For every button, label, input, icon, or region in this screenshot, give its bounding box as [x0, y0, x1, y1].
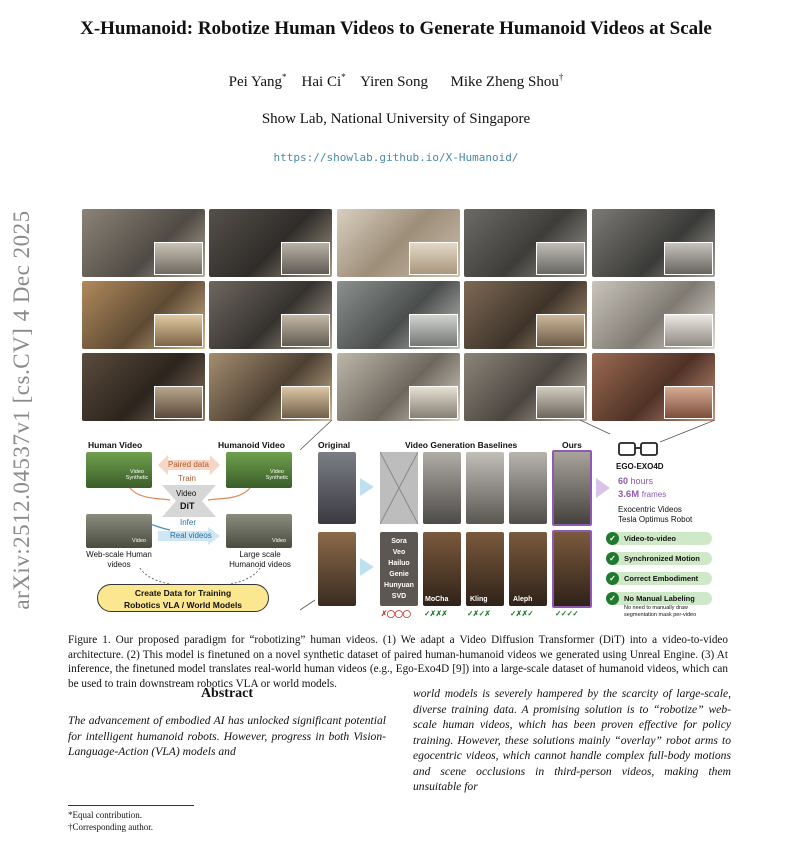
dit-label: DiT [180, 501, 195, 511]
large-scale-label: Large scale Humanoid videos [229, 550, 291, 569]
real-videos-label: Real videos [170, 531, 212, 540]
author-mark: † [558, 72, 564, 82]
mocha-frame [423, 532, 461, 606]
footnote: †Corresponding author. [68, 822, 153, 832]
grid-photo [337, 209, 460, 277]
grid-photo [337, 281, 460, 349]
video-tag: Video [272, 538, 286, 544]
web-scale-label: Web-scale Human videos [86, 550, 152, 569]
check-no-manual-labeling: ✓ No Manual Labeling [608, 592, 712, 605]
author-name: Mike Zheng Shou [450, 74, 559, 90]
baseline-name: SVD [391, 593, 407, 600]
abstract-heading: Abstract [200, 686, 254, 701]
paired-data-label: Paired data [168, 460, 209, 469]
infer-label: Infer [180, 518, 197, 527]
model-name: Kling [470, 596, 488, 603]
check-icon: ✓ [606, 572, 619, 585]
score-marks: ✓✗✗✓ [510, 609, 534, 618]
ours-frame [552, 450, 592, 526]
arxiv-id: arXiv:2512.04537v1 [cs.CV] 4 Dec 2025 [9, 210, 34, 610]
original-frame [318, 452, 356, 524]
train-label: Train [178, 474, 196, 483]
baseline-name: Sora [391, 538, 407, 545]
dataset-name: EGO-EXO4D [616, 462, 664, 471]
placeholder-frame [380, 452, 418, 524]
aleph-frame [509, 452, 547, 524]
author-list [0, 72, 792, 91]
baseline-name: Hailuo [388, 560, 410, 567]
glasses-icon [618, 440, 658, 460]
arrow-right-icon [360, 478, 374, 496]
frames-stat [618, 489, 666, 500]
baseline-name: Hunyuan [384, 582, 414, 589]
video-synthetic-tag: Video Synthetic [265, 469, 289, 481]
footnote: *Equal contribution. [68, 810, 142, 820]
baseline-list [380, 536, 418, 602]
abstract-text-left: The advancement of embodied AI has unlocked significant potential for intelligent humanoid robots. However, progress in both Vision-Language-Action (VLA) models and [68, 714, 386, 758]
create-box-line1: Create Data for Training [134, 588, 232, 598]
mocha-frame [423, 452, 461, 524]
hours-value: 60 [618, 476, 629, 486]
original-frame [318, 532, 356, 606]
create-data-box [97, 584, 269, 612]
grid-photo [209, 209, 332, 277]
grid-photo [464, 353, 587, 421]
original-label: Original [318, 440, 351, 450]
footnote-rule [68, 805, 194, 806]
ours-frame [552, 530, 592, 608]
author-name: Yiren Song [360, 74, 428, 90]
affiliation: Show Lab, National University of Singapore [261, 111, 531, 127]
baseline-name: Genie [389, 571, 409, 578]
grid-photo [209, 281, 332, 349]
hours-unit: hours [630, 476, 654, 486]
baselines-label: Video Generation Baselines [405, 440, 518, 450]
hours-stat [618, 476, 653, 486]
human-video-label: Human Video [88, 440, 143, 450]
labeling-note: No need to manually draw segmentation mask per-video [624, 605, 697, 618]
project-url[interactable]: https://showlab.github.io/X-Humanoid/ [273, 151, 519, 164]
grid-photo [209, 353, 332, 421]
author-mark: * [282, 72, 287, 82]
video-tag: Video [132, 538, 146, 544]
paper-title: X-Humanoid: Robotize Human Videos to Generate Humanoid Videos at Scale [80, 18, 712, 39]
purple-arrow [596, 478, 610, 498]
score-marks: ✓✗✓✗ [467, 609, 491, 618]
grid-photo [82, 209, 205, 277]
frames-value: 3.6M [618, 489, 640, 500]
exocentric-label: Exocentric Videos [618, 505, 682, 514]
aleph-frame [509, 532, 547, 606]
ours-label: Ours [562, 440, 582, 450]
arxiv-sidebar [4, 175, 40, 645]
kling-frame [466, 532, 504, 606]
check-video-to-video: ✓ Video-to-video [608, 532, 712, 545]
check-icon: ✓ [606, 592, 619, 605]
check-icon: ✓ [606, 532, 619, 545]
grid-photo [337, 353, 460, 421]
model-name: Aleph [513, 596, 533, 603]
kling-frame [466, 452, 504, 524]
model-name: MoCha [425, 596, 449, 603]
author-name: Pei Yang [228, 74, 283, 90]
frames-unit: frames [641, 490, 667, 499]
author-mark: * [341, 72, 346, 82]
check-correct-embodiment: ✓ Correct Embodiment [608, 572, 712, 585]
check-icon: ✓ [606, 552, 619, 565]
abstract-text-right: world models is severely hampered by the scarcity of large-scale, diverse training data. A promising solution is to “robotize” web-scale human videos, which has been proven effective for policy training. However, these solutions mainly “overlay” robot arms to egocentric videos, which cannot handle complex full-body motions and scene occlusions in third-person videos, making them unsuitable for [413, 687, 731, 793]
baseline-name: Veo [392, 549, 406, 556]
grid-photo [82, 281, 205, 349]
grid-photo [592, 281, 715, 349]
score-marks: ✓✓✓✓ [555, 609, 579, 618]
tesla-label: Tesla Optimus Robot [618, 515, 693, 524]
score-marks: ✓✗✗✗ [424, 609, 448, 618]
humanoid-video-label: Humanoid Video [218, 440, 285, 450]
figure-caption: Figure 1. Our proposed paradigm for “robotizing” human videos. (1) We adapt a Video Diffusion Transformer (DiT) into a video-to-video architecture. (2) This model is finetuned on a novel synthetic dataset of paired human-humanoid videos we generated using Unreal Engine. (3) At inference, the finetuned model translates real-world human videos (e.g., Ego-Exo4D [9]) into a large-scale dataset of humanoid videos, which can be used to train downstream robotics VLA or world models. [68, 634, 728, 690]
score-marks: ✗◯◯◯ [381, 609, 411, 618]
grid-photo [464, 209, 587, 277]
video-label: Video [176, 489, 197, 498]
video-synthetic-tag: Video Synthetic [125, 469, 149, 481]
grid-photo [82, 353, 205, 421]
grid-photo [592, 353, 715, 421]
check-synchronized-motion: ✓ Synchronized Motion [608, 552, 712, 565]
create-box-line2: Robotics VLA / World Models [123, 600, 243, 610]
arrow-right-icon [360, 558, 374, 576]
author-name: Hai Ci [301, 74, 342, 90]
grid-photo [592, 209, 715, 277]
grid-photo [464, 281, 587, 349]
